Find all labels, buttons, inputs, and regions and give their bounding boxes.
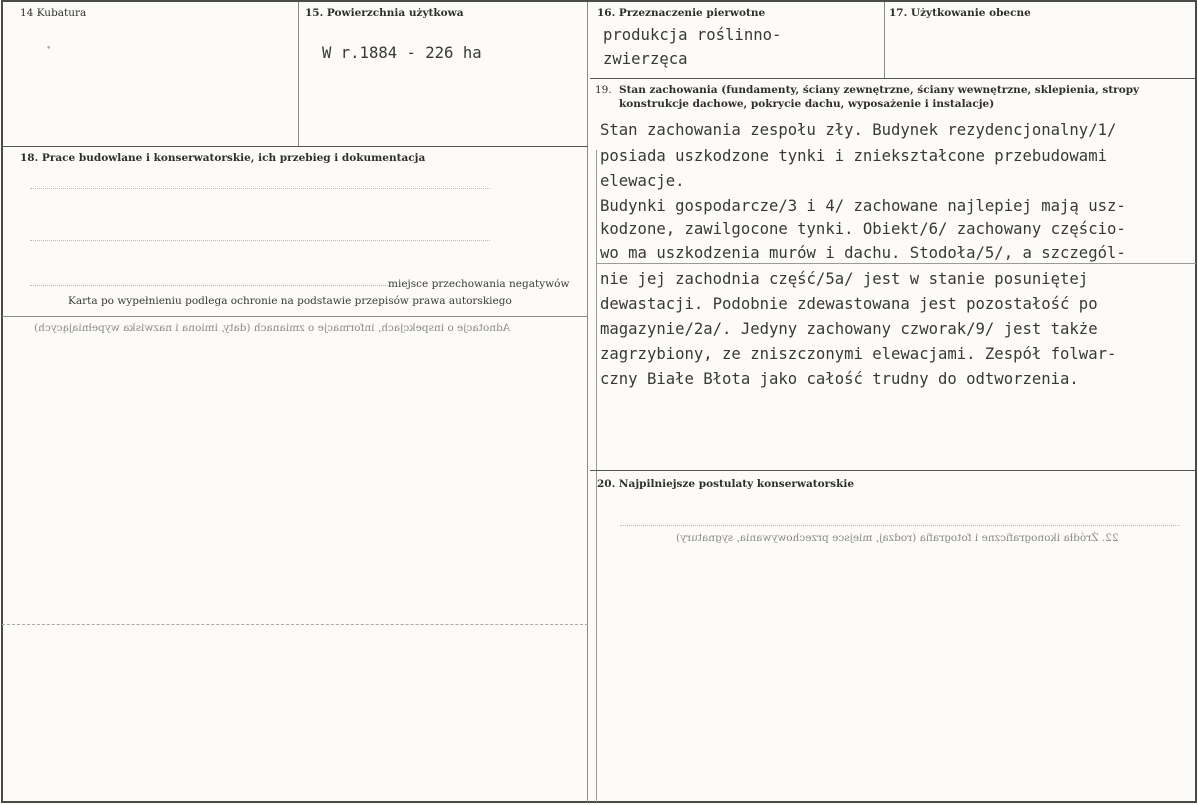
dotted-line-3 <box>30 285 390 286</box>
divider-h6 <box>596 263 1196 264</box>
field-19-text-line-4: Budynki gospodarcze/3 i 4/ zachowane najlepiej mają usz- <box>600 197 1126 215</box>
field-19-text-line-3: elewacje. <box>600 172 685 190</box>
divider-v3 <box>884 2 885 78</box>
divider-h5 <box>590 470 1196 471</box>
dotted-line-1 <box>30 188 490 189</box>
field-19-text-line-8: dewastacji. Podobnie zdewastowana jest pozostałość po <box>600 295 1098 313</box>
divider-h4 <box>2 624 588 625</box>
divider-v2 <box>587 2 588 802</box>
field-19-text-line-6: wo ma uszkodzenia murów i dachu. Stodoła/5/, a szczegól- <box>600 244 1126 262</box>
field-19-text-line-11: czny Białe Błota jako całość trudny do odtworzenia. <box>600 370 1079 388</box>
field-15-label: 15. Powierzchnia użytkowa <box>305 7 464 19</box>
dotted-line-4 <box>620 525 1180 526</box>
field-19-label-line-1: Stan zachowania (fundamenty, ściany zewnętrzne, ściany wewnętrzne, sklepienia, stropy <box>619 84 1140 96</box>
field-19-text-line-1: Stan zachowania zespołu zły. Budynek rezydencjonalny/1/ <box>600 121 1117 139</box>
field-20-ghost-line: 22. Źródła ikonograficzne i fotografia (rodzaj, miejsce przechowywania, sygnatury) <box>676 532 1119 544</box>
divider-h2 <box>2 146 588 147</box>
field-16-label: 16. Przeznaczenie pierwotne <box>597 7 766 19</box>
field-16-value-line-2: zwierzęca <box>603 50 688 68</box>
field-19-text-line-9: magazynie/2a/. Jedyny zachowany czworak/9/ jest także <box>600 320 1098 338</box>
field-16-value-line-1: produkcja roślinno- <box>603 26 782 44</box>
field-14-label: 14 Kubatura <box>20 7 87 19</box>
field-19-text-line-2: posiada uszkodzone tynki i zniekształcone przebudowami <box>600 147 1107 165</box>
field-19-text-line-5: kodzone, zawilgocone tynki. Obiekt/6/ zachowany częścio- <box>600 220 1126 238</box>
field-19-label-line-2: konstrukcje dachowe, pokrycie dachu, wyposażenie i instalacje) <box>619 98 995 110</box>
field-15-value: W r.1884 - 226 ha <box>322 44 482 62</box>
field-19-text-line-7: nie jej zachodnia część/5a/ jest w stanie posuniętej <box>600 270 1089 288</box>
field-18-line-negatives: miejsce przechowania negatywów <box>388 278 570 290</box>
ink-mark: • <box>46 44 52 54</box>
divider-v2b <box>596 150 597 802</box>
divider-v1 <box>298 2 299 146</box>
field-19-text-line-10: zagrzybiony, ze zniszczonymi elewacjami. Zespół folwar- <box>600 345 1117 363</box>
field-18-label: 18. Prace budowlane i konserwatorskie, ich przebieg i dokumentacja <box>20 152 426 164</box>
field-17-label: 17. Użytkowanie obecne <box>889 7 1031 19</box>
divider-h3 <box>2 316 588 317</box>
dotted-line-2 <box>30 240 490 241</box>
field-18-ghost-line: Adnotacje o inspekcjach, informacje o zmianach (daty, imiona i nazwiska wypełniających) <box>34 322 511 334</box>
field-18-line-copyright: Karta po wypełnieniu podlega ochronie na podstawie przepisów prawa autorskiego <box>68 295 512 307</box>
field-20-label: 20. Najpilniejsze postulaty konserwatorskie <box>597 478 855 490</box>
divider-h1 <box>590 78 1196 79</box>
field-19-num: 19. <box>595 84 612 96</box>
